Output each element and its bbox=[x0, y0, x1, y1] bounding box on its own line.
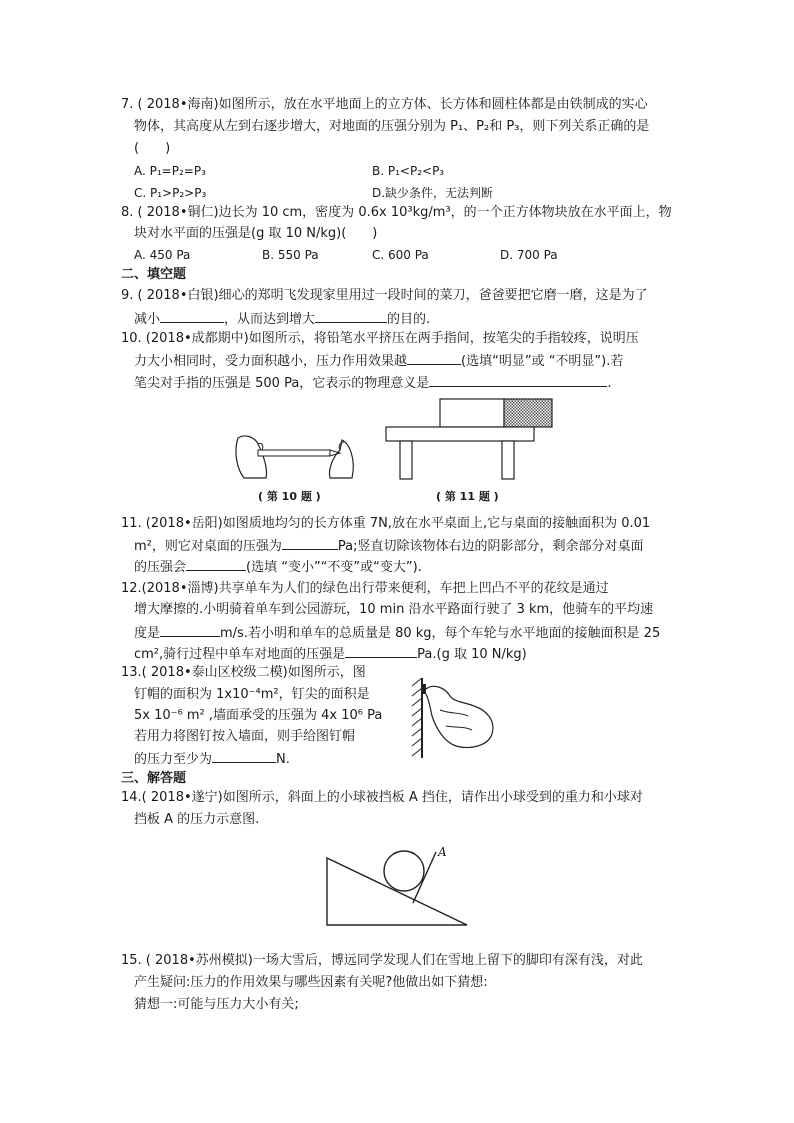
q7-stem-line1: 7. ( 2018•海南)如图所示，放在水平地面上的立方体、长方体和圆柱体都是由铁制成的实心 bbox=[121, 97, 648, 112]
section-answer: 三、解答题 bbox=[121, 771, 187, 786]
q13-text-b: N. bbox=[276, 752, 290, 767]
q8-stem-line2: 块对水平面的压强是(g 取 10 N/kg)( ) bbox=[134, 226, 378, 241]
fig13-thumbtack-wall bbox=[410, 676, 510, 760]
q12-blank-1[interactable] bbox=[160, 624, 220, 637]
q9-stem-line2 bbox=[134, 310, 430, 328]
q8-option-d: D. 700 Pa bbox=[500, 248, 558, 262]
fig11-caption: ( 第 11 题 ) bbox=[436, 490, 499, 503]
q11-stem-line3 bbox=[134, 558, 422, 576]
q11-blank-2[interactable] bbox=[186, 558, 246, 571]
q15-stem-line1: 15. ( 2018•苏州模拟)一场大雪后，博远同学发现人们在雪地上留下的脚印有深有浅，对此 bbox=[121, 953, 643, 968]
q15-stem-line2: 产生疑问:压力的作用效果与哪些因素有关呢?他做出如下猜想: bbox=[134, 975, 488, 990]
q14-stem-line2: 挡板 A 的压力示意图. bbox=[134, 812, 260, 827]
q10-blank-2[interactable] bbox=[429, 374, 607, 387]
q12-text-c: cm²,骑行过程中单车对地面的压强是 bbox=[134, 647, 346, 662]
q7-option-b: B. P₁<P₂<P₃ bbox=[372, 164, 445, 178]
q13-stem-line4: 若用力将图钉按入墙面，则手给图钉帽 bbox=[134, 729, 356, 744]
q11-stem-line1: 11. (2018•岳阳)如图质地均匀的长方体重 7N,放在水平桌面上,它与桌面的接触面积为 0.01 bbox=[121, 516, 651, 531]
q13-stem-line3: 5x 10⁻⁶ m² ,墙面承受的压强为 4x 10⁶ Pa bbox=[134, 708, 383, 723]
q11-text-d: (选填 “变小”“不变”或“变大”). bbox=[246, 560, 422, 575]
q11-text-c: 的压强会 bbox=[134, 560, 187, 575]
q7-option-a: A. P₁=P₂=P₃ bbox=[134, 164, 206, 178]
fig10-caption: ( 第 10 题 ) bbox=[258, 490, 321, 503]
q8-stem-line1: 8. ( 2018•铜仁)边长为 10 cm，密度为 0.6x 10³kg/m³，的一个正方体物块放在水平面上，物 bbox=[121, 205, 672, 220]
q8-option-a: A. 450 Pa bbox=[134, 248, 191, 262]
q12-text-b: m/s.若小明和单车的总质量是 80 kg，每个车轮与水平地面的接触面积是 25 bbox=[220, 626, 661, 641]
q13-blank-1[interactable] bbox=[212, 750, 276, 763]
q11-blank-1[interactable] bbox=[282, 537, 338, 550]
q12-blank-2[interactable] bbox=[345, 645, 417, 658]
q8-option-c: C. 600 Pa bbox=[372, 248, 429, 262]
q10-stem-line2 bbox=[134, 352, 623, 370]
fig10-pencil-fingers bbox=[228, 430, 363, 485]
section-fill-in: 二、填空题 bbox=[121, 267, 187, 282]
q12-stem-line2: 增大摩擦的.小明骑着单车到公园游玩，10 min 沿水平路面行驶了 3 km，他骑车的平均速 bbox=[134, 602, 654, 617]
q13-stem-line1: 13.( 2018•泰山区校级二模)如图所示，图 bbox=[121, 665, 366, 680]
q10-stem-line1: 10. (2018•成都期中)如图所示，将铅笔水平挤压在两手指间，按笔尖的手指较疼，说明压 bbox=[121, 331, 639, 346]
q10-text-c: 笔尖对手指的压强是 500 Pa，它表示的物理意义是 bbox=[134, 376, 430, 391]
q9-text-c: 的目的. bbox=[387, 312, 431, 327]
q10-text-a: 力大小相同时，受力面积越小，压力作用效果越 bbox=[134, 354, 408, 369]
q7-stem-line2: 物体，其高度从左到右逐步增大，对地面的压强分别为 P₁、P₂和 P₃，则下列关系正确的是 bbox=[134, 119, 650, 134]
q13-stem-line2: 钉帽的面积为 1x10⁻⁴m²，钉尖的面积是 bbox=[134, 687, 370, 702]
q13-text-a: 的压力至少为 bbox=[134, 752, 213, 767]
q11-text-b: Pa;竖直切除该物体右边的阴影部分，剩余部分对桌面 bbox=[337, 539, 644, 554]
q10-text-b: (选填“明显”或 “不明显”).若 bbox=[461, 354, 624, 369]
q11-text-a: m²，则它对桌面的压强为 bbox=[134, 539, 282, 554]
q7-option-d: D.缺少条件，无法判断 bbox=[372, 186, 494, 200]
q10-text-d: . bbox=[607, 376, 612, 391]
q9-text-a: 减小 bbox=[134, 312, 161, 327]
q10-blank-1[interactable] bbox=[407, 352, 461, 365]
q7-answer-paren: ( ) bbox=[134, 141, 171, 156]
fig11-block-on-table bbox=[384, 396, 554, 481]
q12-text-d: Pa.(g 取 10 N/kg) bbox=[417, 647, 527, 662]
q12-stem-line3 bbox=[134, 624, 660, 642]
q9-blank-2[interactable] bbox=[315, 310, 387, 323]
q7-option-c: C. P₁>P₂>P₃ bbox=[134, 186, 207, 200]
q12-text-a: 度是 bbox=[134, 626, 161, 641]
q8-option-b: B. 550 Pa bbox=[262, 248, 319, 262]
q10-stem-line3 bbox=[134, 374, 611, 392]
q9-text-b: ，从而达到增大 bbox=[224, 312, 316, 327]
q12-stem-line1: 12.(2018•淄博)共享单车为人们的绿色出行带来便利，车把上凹凸不平的花纹是通过 bbox=[121, 581, 609, 596]
q14-stem-line1: 14.( 2018•遂宁)如图所示，斜面上的小球被挡板 A 挡住，请作出小球受到的重力和小球对 bbox=[121, 790, 643, 805]
fig14-incline-ball bbox=[324, 842, 474, 930]
q9-stem-line1: 9. ( 2018•白银)细心的郑明飞发现家里用过一段时间的菜刀，爸爸要把它磨一磨，这是为了 bbox=[121, 288, 648, 303]
q12-stem-line4 bbox=[134, 645, 527, 663]
q11-stem-line2 bbox=[134, 537, 644, 555]
q13-stem-line5 bbox=[134, 750, 290, 768]
q9-blank-1[interactable] bbox=[160, 310, 224, 323]
fig14-label-a: A bbox=[438, 845, 447, 859]
q15-stem-line3: 猜想一:可能与压力大小有关; bbox=[134, 997, 299, 1012]
